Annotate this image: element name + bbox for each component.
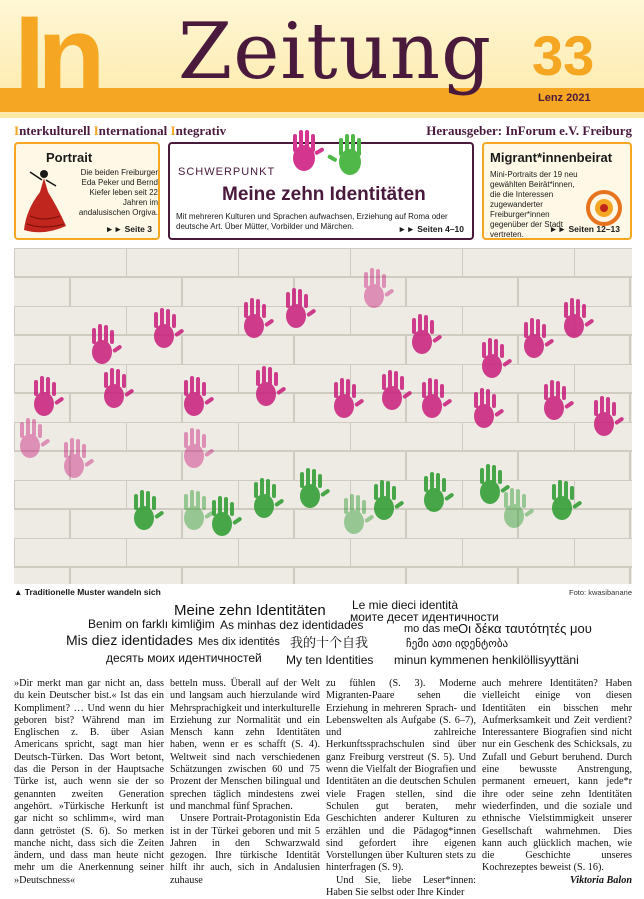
article-column-2 (170, 678, 320, 887)
article-column-4 (482, 678, 632, 887)
teaser-council-title: Migrant*innenbeirat (490, 150, 613, 165)
teaser-focus-text: Mit mehreren Kulturen und Sprachen aufwachsen, Erziehung auf Roma oder deutsche Art. Über Mütter, Vorbilder und Märchen. (176, 212, 448, 231)
article-column-3 (326, 678, 476, 899)
teaser-focus-kicker: SCHWERPUNKT (178, 166, 276, 178)
cloud-phrase: ჩემი ათი იდენტობა (406, 638, 509, 650)
cloud-phrase: моите десет идентичности (350, 610, 499, 624)
cloud-phrase: десять моих идентичностей (106, 651, 262, 665)
photo-caption: ▲ Traditionelle Muster wandeln sich (14, 587, 161, 597)
photo-credit: Foto: kwasibanane (569, 588, 632, 597)
handprints-icon (274, 124, 384, 184)
main-photo (14, 248, 632, 584)
teaser-council[interactable] (482, 142, 632, 240)
logo-zeitung: Zeitung (178, 7, 493, 97)
teaser-council-text: Mini-Portraits der 19 neu gewählten Beirät*innen, die die Interessen zugewanderter Freiburger*innen gegenüber der Stadt vertreten. (490, 170, 578, 239)
publisher: Herausgeber: InForum e.V. Freiburg (426, 123, 632, 138)
cloud-phrase: My ten Identities (286, 653, 374, 667)
logo-in: In (14, 0, 98, 118)
flamenco-dancer-icon (22, 166, 70, 236)
teaser-focus[interactable] (168, 142, 474, 240)
article-paragraph: Unsere Portrait-Protagonistin Eda ist in der Türkei geboren und mit 5 Jahren in den Schwarzwald gezogen. Ihre türkische Identität hilft ihr auch, sich in Andalusien zuhause (170, 813, 320, 886)
cloud-phrase: mo das me (404, 623, 459, 635)
article-paragraph: »Dir merkt man gar nicht an, dass du kein Deutscher bist.« Ist das ein Kompliment? … Und wenn du hier geboren bist? Während man im Englischen z. B. über Asian Americans spricht, sagt man hier Deutsch-Türken. Das Wort betont, das die Person in der Hauptsache Türke ist, auch wenn sie der so genannten zweiten Generation angehört. »Türkische Herkunft ist gar nicht so schlimm«, wird man dann getröstet (S. 6). So merken manche nicht, dass sich die Zeiten ändern, und dass man heute nicht mehr um die Anerkennung seiner »Deutschness« (14, 678, 164, 886)
teaser-focus-ref: ►► Seiten 4–10 (398, 224, 464, 234)
cloud-phrase: 我的十个自我 (290, 635, 369, 650)
cloud-phrase: Le mie dieci identità (352, 598, 459, 612)
teaser-portrait-title: Portrait (46, 150, 93, 165)
article-column-1 (14, 678, 164, 887)
teaser-council-ref: ►► Seiten 12–13 (549, 224, 620, 234)
cloud-phrase: As minhas dez identidades (220, 618, 364, 632)
article-paragraph: Und Sie, liebe Leser*innen: Haben Sie selbst oder Ihre Kinder (326, 874, 476, 899)
article-author: Viktoria Balon (570, 874, 632, 886)
issue-number: 33 (532, 24, 595, 87)
masthead (0, 0, 644, 118)
cloud-phrase: Mes dix identités (198, 636, 280, 648)
article-paragraph: betteln muss. Überall auf der Welt und langsam auch hierzulande wird Mehrsprachigkeit und interkulturelle Erziehung zur Normalität und ein Mensch kann zehn Identitäten haben, wenn er es schafft (S. 4). Weltweit sind nach verschiedenen Schätzungen zwischen 60 und 75 Prozent der Menschen bilingual und sprechen täglich mindestens zwei und manchmal fünf Sprachen. (170, 678, 320, 812)
cloud-phrase: Benim on farklı kimliğim (88, 617, 215, 631)
council-logo-icon (586, 190, 622, 226)
article-paragraph: zu fühlen (S. 3). Moderne Migranten-Paare sehen die Erziehung in mehreren Sprach- und Lebenswelten als Aufgabe (S. 6–7), und zahlreiche Herkunftssprachschulen sind über ganz Freiburg verstreut (S. 5). Und wenn die Vielfalt der Biografien und Identitäten an die deutschen Schulen viele Fragen stellen, sind die Schulen gut beraten, mehr Geschichten anderer Kulturen zu erzählen und die Pädagog*innen sind gefordert ihre eigenen Vorstellungen über Kulturen stets zu hinterfragen (S. 9). (326, 678, 476, 874)
handprints-wall-image (14, 248, 632, 584)
teaser-portrait-text: Die beiden Freiburger Eda Peker und Bernd Kiefer leben seit 22 Jahren im andalusischen Orgiva. (78, 168, 158, 217)
cloud-phrase: Mis diez identidades (66, 632, 193, 648)
tagline: Interkulturell International Integrativ (14, 123, 227, 138)
article-paragraph: auch mehrere Identitäten? Haben vielleicht einige von diesen Identitäten ein bisschen mehr Aufmerksamkeit und Zeit verdient? Interessantere Biografien sind nicht nur ein Geschenk des Schicksals, zu Zufall und Geburt beruhend. Durch eine bewusste Anstrengung, permanent erneuert, kann jede*r ihre oder seine zehn Identitäten wiederfinden, und die soziale und ethnische Vielstimmigkeit unserer Gesellschaft wahrnehmen. Dies kann auch glücklich machen, wie die Geschichte unseres Kochrezeptes beweist (S. 16). (482, 678, 632, 874)
teaser-portrait-ref: ►► Seite 3 (105, 224, 152, 234)
issue-date: Lenz 2021 (538, 92, 591, 104)
teaser-portrait[interactable] (14, 142, 160, 240)
cloud-phrase: minun kymmenen henkilöllisyyttäni (394, 653, 579, 667)
teaser-focus-headline: Meine zehn Identitäten (222, 184, 426, 205)
cloud-phrase: Οι δέκα ταυτότητές μου (458, 621, 592, 636)
cloud-phrase: Meine zehn Identitäten (174, 602, 326, 619)
